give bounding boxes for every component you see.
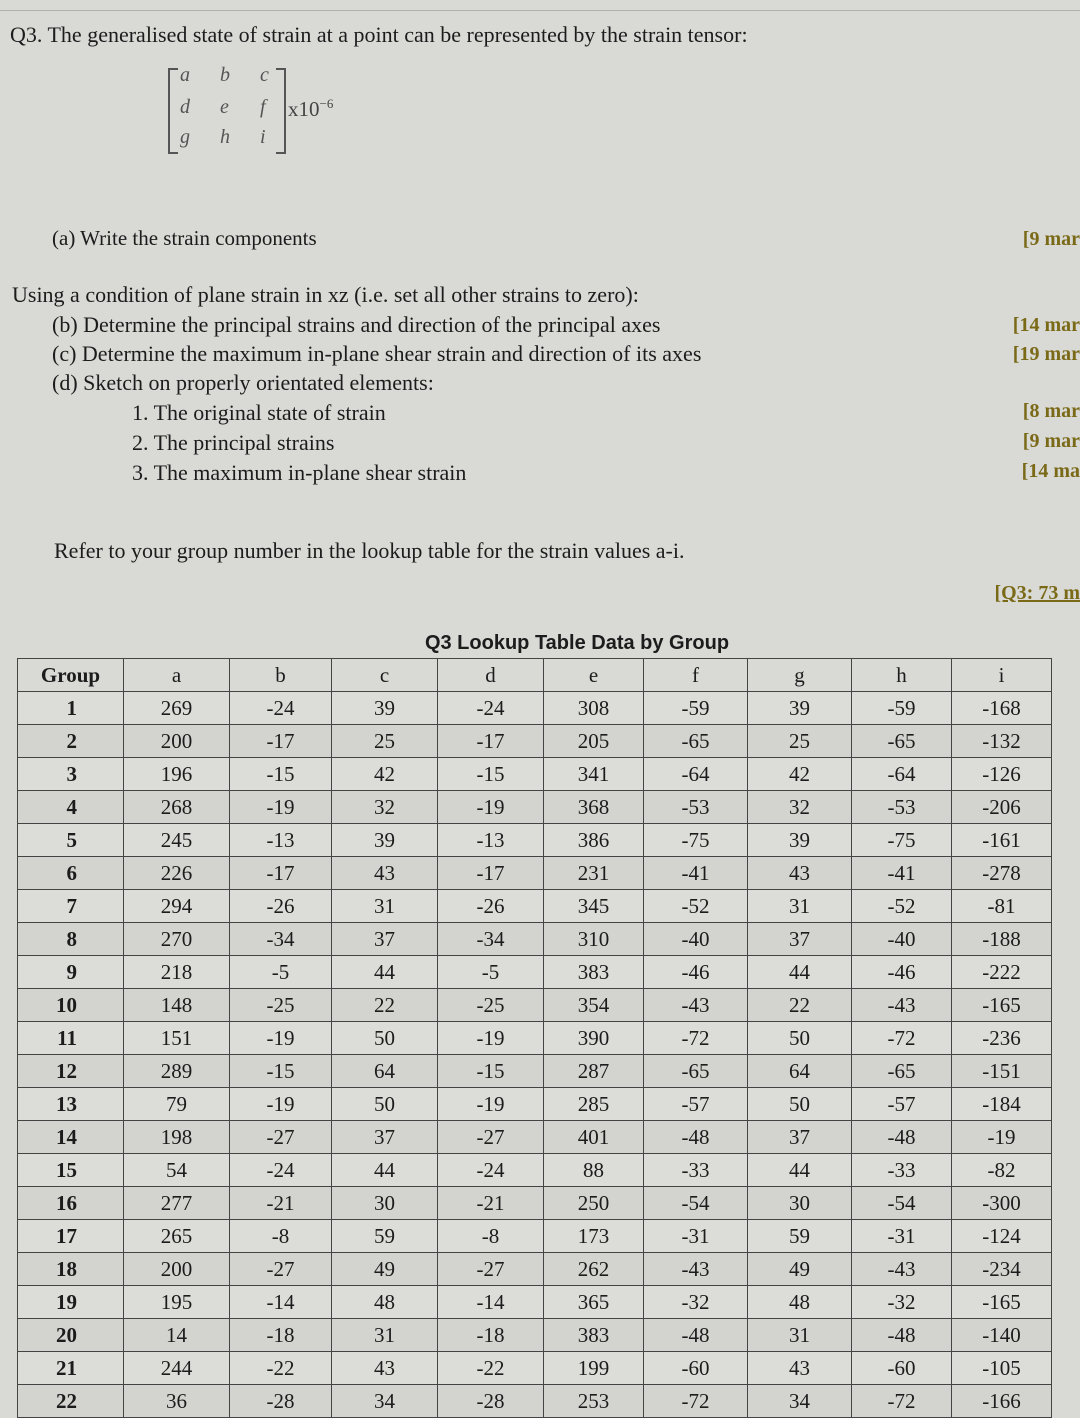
column-header-h: h (852, 659, 952, 692)
strain-value-cell: -126 (952, 758, 1052, 791)
strain-value-cell: 43 (748, 1352, 852, 1385)
strain-value-cell: -236 (952, 1022, 1052, 1055)
strain-value-cell: -25 (230, 989, 332, 1022)
strain-value-cell: -75 (852, 824, 952, 857)
strain-value-cell: -24 (230, 1154, 332, 1187)
multiplier-base: x10 (288, 97, 320, 121)
group-number-cell: 20 (18, 1319, 124, 1352)
lookup-table (17, 658, 1052, 1418)
strain-value-cell: 345 (544, 890, 644, 923)
table-row (18, 725, 1052, 758)
strain-value-cell: 44 (748, 956, 852, 989)
group-number-cell: 4 (18, 791, 124, 824)
matrix-left-bracket (168, 68, 178, 154)
strain-value-cell: -18 (438, 1319, 544, 1352)
strain-value-cell: -166 (952, 1385, 1052, 1418)
strain-value-cell: 22 (332, 989, 438, 1022)
table-row (18, 1022, 1052, 1055)
strain-value-cell: -151 (952, 1055, 1052, 1088)
strain-value-cell: 262 (544, 1253, 644, 1286)
strain-value-cell: 383 (544, 956, 644, 989)
sketch-item-1: 1. The original state of strain (132, 400, 386, 425)
strain-value-cell: 31 (748, 1319, 852, 1352)
strain-value-cell: 268 (124, 791, 230, 824)
strain-value-cell: -31 (644, 1220, 748, 1253)
strain-value-cell: 200 (124, 1253, 230, 1286)
strain-value-cell: 287 (544, 1055, 644, 1088)
strain-value-cell: 341 (544, 758, 644, 791)
strain-value-cell: -54 (644, 1187, 748, 1220)
part-b-text: (b) Determine the principal strains and direction of the principal axes (52, 312, 661, 337)
strain-value-cell: -105 (952, 1352, 1052, 1385)
strain-value-cell: 50 (332, 1022, 438, 1055)
strain-value-cell: -132 (952, 725, 1052, 758)
strain-value-cell: 49 (748, 1253, 852, 1286)
strain-value-cell: 383 (544, 1319, 644, 1352)
strain-value-cell: -59 (644, 692, 748, 725)
strain-value-cell: 88 (544, 1154, 644, 1187)
strain-value-cell: 294 (124, 890, 230, 923)
strain-value-cell: -168 (952, 692, 1052, 725)
strain-value-cell: -46 (644, 956, 748, 989)
strain-value-cell: -28 (230, 1385, 332, 1418)
plane-strain-intro: Using a condition of plane strain in xz (i.e. set all other strains to zero): (12, 282, 639, 307)
strain-value-cell: 37 (748, 923, 852, 956)
strain-value-cell: -15 (438, 758, 544, 791)
table-row (18, 1055, 1052, 1088)
group-number-cell: 9 (18, 956, 124, 989)
strain-value-cell: 22 (748, 989, 852, 1022)
strain-value-cell: 270 (124, 923, 230, 956)
sketch-item-2: 2. The principal strains (132, 430, 335, 455)
strain-value-cell: -59 (852, 692, 952, 725)
matrix-cell-i: i (260, 126, 266, 148)
strain-value-cell: 226 (124, 857, 230, 890)
strain-value-cell: 43 (748, 857, 852, 890)
table-row (18, 758, 1052, 791)
column-header-e: e (544, 659, 644, 692)
strain-value-cell: -72 (644, 1385, 748, 1418)
column-header-g: g (748, 659, 852, 692)
group-number-cell: 2 (18, 725, 124, 758)
table-row (18, 857, 1052, 890)
strain-value-cell: -26 (438, 890, 544, 923)
strain-value-cell: -15 (230, 758, 332, 791)
strain-value-cell: 34 (748, 1385, 852, 1418)
strain-value-cell: 250 (544, 1187, 644, 1220)
strain-value-cell: 277 (124, 1187, 230, 1220)
strain-value-cell: -140 (952, 1319, 1052, 1352)
question-title: Q3. The generalised state of strain at a point can be represented by the strain tensor: (10, 22, 748, 47)
strain-value-cell: 253 (544, 1385, 644, 1418)
strain-value-cell: 79 (124, 1088, 230, 1121)
strain-value-cell: -27 (438, 1121, 544, 1154)
table-row (18, 890, 1052, 923)
strain-value-cell: -19 (230, 1022, 332, 1055)
strain-value-cell: -19 (230, 1088, 332, 1121)
strain-value-cell: 37 (332, 923, 438, 956)
strain-value-cell: 39 (332, 692, 438, 725)
strain-value-cell: -184 (952, 1088, 1052, 1121)
strain-value-cell: 42 (748, 758, 852, 791)
strain-value-cell: -34 (230, 923, 332, 956)
group-number-cell: 5 (18, 824, 124, 857)
strain-value-cell: 25 (332, 725, 438, 758)
strain-value-cell: -52 (644, 890, 748, 923)
strain-value-cell: -234 (952, 1253, 1052, 1286)
strain-value-cell: -72 (852, 1385, 952, 1418)
column-header-group: Group (18, 659, 124, 692)
strain-value-cell: -28 (438, 1385, 544, 1418)
part-c-marks: [19 mar (1012, 343, 1080, 365)
strain-value-cell: -72 (852, 1022, 952, 1055)
group-number-cell: 10 (18, 989, 124, 1022)
strain-value-cell: -13 (230, 824, 332, 857)
strain-value-cell: -17 (438, 857, 544, 890)
strain-value-cell: 50 (748, 1022, 852, 1055)
strain-value-cell: 285 (544, 1088, 644, 1121)
table-row (18, 1253, 1052, 1286)
matrix-cell-e: e (220, 96, 229, 118)
strain-value-cell: 32 (748, 791, 852, 824)
strain-value-cell: 49 (332, 1253, 438, 1286)
strain-value-cell: 199 (544, 1352, 644, 1385)
strain-value-cell: 42 (332, 758, 438, 791)
table-row (18, 1088, 1052, 1121)
strain-value-cell: -165 (952, 1286, 1052, 1319)
strain-value-cell: -278 (952, 857, 1052, 890)
strain-value-cell: -25 (438, 989, 544, 1022)
strain-value-cell: 200 (124, 725, 230, 758)
strain-value-cell: -34 (438, 923, 544, 956)
strain-value-cell: 231 (544, 857, 644, 890)
strain-value-cell: -19 (230, 791, 332, 824)
strain-value-cell: -43 (644, 989, 748, 1022)
strain-value-cell: -300 (952, 1187, 1052, 1220)
strain-value-cell: 44 (332, 1154, 438, 1187)
strain-value-cell: -82 (952, 1154, 1052, 1187)
strain-value-cell: -48 (852, 1121, 952, 1154)
strain-value-cell: -222 (952, 956, 1052, 989)
strain-value-cell: 30 (748, 1187, 852, 1220)
strain-value-cell: -41 (644, 857, 748, 890)
group-number-cell: 7 (18, 890, 124, 923)
strain-value-cell: 39 (332, 824, 438, 857)
table-row (18, 1154, 1052, 1187)
table-row (18, 1220, 1052, 1253)
table-caption: Q3 Lookup Table Data by Group (424, 632, 730, 654)
column-header-f: f (644, 659, 748, 692)
strain-value-cell: -24 (438, 1154, 544, 1187)
strain-value-cell: -65 (852, 1055, 952, 1088)
strain-value-cell: -53 (852, 791, 952, 824)
strain-value-cell: -32 (644, 1286, 748, 1319)
strain-value-cell: -81 (952, 890, 1052, 923)
strain-value-cell: 64 (748, 1055, 852, 1088)
strain-value-cell: -33 (644, 1154, 748, 1187)
top-rule (0, 10, 1080, 11)
strain-value-cell: -64 (852, 758, 952, 791)
strain-value-cell: -32 (852, 1286, 952, 1319)
strain-value-cell: -15 (438, 1055, 544, 1088)
group-number-cell: 12 (18, 1055, 124, 1088)
sketch-item-3: 3. The maximum in-plane shear strain (132, 460, 467, 485)
strain-value-cell: 44 (748, 1154, 852, 1187)
group-number-cell: 3 (18, 758, 124, 791)
matrix-cell-c: c (260, 64, 269, 86)
multiplier-exponent: −6 (319, 96, 334, 111)
group-number-cell: 6 (18, 857, 124, 890)
strain-value-cell: 244 (124, 1352, 230, 1385)
strain-value-cell: -8 (230, 1220, 332, 1253)
strain-value-cell: 32 (332, 791, 438, 824)
strain-value-cell: -72 (644, 1022, 748, 1055)
strain-value-cell: -54 (852, 1187, 952, 1220)
table-row (18, 1121, 1052, 1154)
strain-value-cell: 31 (332, 890, 438, 923)
strain-value-cell: 39 (748, 692, 852, 725)
strain-value-cell: 43 (332, 857, 438, 890)
matrix-multiplier (288, 96, 333, 122)
matrix-cell-h: h (220, 126, 230, 148)
strain-value-cell: -21 (230, 1187, 332, 1220)
table-row (18, 923, 1052, 956)
strain-value-cell: 48 (332, 1286, 438, 1319)
strain-value-cell: -48 (852, 1319, 952, 1352)
group-number-cell: 19 (18, 1286, 124, 1319)
strain-value-cell: -26 (230, 890, 332, 923)
strain-value-cell: -27 (230, 1121, 332, 1154)
strain-value-cell: 50 (748, 1088, 852, 1121)
table-header-row (18, 659, 1052, 692)
part-b-marks: [14 mar (1012, 314, 1080, 336)
strain-value-cell: -14 (438, 1286, 544, 1319)
strain-value-cell: 25 (748, 725, 852, 758)
column-header-i: i (952, 659, 1052, 692)
strain-value-cell: 43 (332, 1352, 438, 1385)
table-body (18, 692, 1052, 1418)
column-header-a: a (124, 659, 230, 692)
group-number-cell: 11 (18, 1022, 124, 1055)
strain-value-cell: -43 (852, 989, 952, 1022)
group-number-cell: 22 (18, 1385, 124, 1418)
strain-value-cell: 196 (124, 758, 230, 791)
strain-value-cell: 195 (124, 1286, 230, 1319)
table-row (18, 1385, 1052, 1418)
group-number-cell: 18 (18, 1253, 124, 1286)
strain-value-cell: -19 (952, 1121, 1052, 1154)
strain-value-cell: 205 (544, 725, 644, 758)
table-row (18, 1352, 1052, 1385)
strain-value-cell: -43 (852, 1253, 952, 1286)
strain-value-cell: -48 (644, 1319, 748, 1352)
column-header-b: b (230, 659, 332, 692)
strain-value-cell: -206 (952, 791, 1052, 824)
strain-value-cell: 31 (332, 1319, 438, 1352)
strain-value-cell: -27 (438, 1253, 544, 1286)
strain-value-cell: -21 (438, 1187, 544, 1220)
sketch-item-1-marks: [8 mar (1022, 400, 1080, 422)
strain-value-cell: -19 (438, 1022, 544, 1055)
strain-value-cell: 173 (544, 1220, 644, 1253)
strain-value-cell: -124 (952, 1220, 1052, 1253)
strain-value-cell: 289 (124, 1055, 230, 1088)
strain-value-cell: -27 (230, 1253, 332, 1286)
strain-value-cell: -48 (644, 1121, 748, 1154)
strain-value-cell: -19 (438, 791, 544, 824)
strain-value-cell: -41 (852, 857, 952, 890)
strain-value-cell: -60 (644, 1352, 748, 1385)
column-header-d: d (438, 659, 544, 692)
group-number-cell: 15 (18, 1154, 124, 1187)
matrix-cell-g: g (180, 126, 190, 148)
strain-value-cell: -14 (230, 1286, 332, 1319)
strain-value-cell: -60 (852, 1352, 952, 1385)
strain-value-cell: 39 (748, 824, 852, 857)
strain-value-cell: -5 (230, 956, 332, 989)
matrix-cell-d: d (180, 96, 190, 118)
strain-value-cell: 386 (544, 824, 644, 857)
strain-value-cell: 148 (124, 989, 230, 1022)
group-number-cell: 17 (18, 1220, 124, 1253)
part-c-text: (c) Determine the maximum in-plane shear strain and direction of its axes (52, 341, 702, 366)
strain-value-cell: 59 (748, 1220, 852, 1253)
strain-value-cell: -13 (438, 824, 544, 857)
strain-tensor-matrix (168, 64, 292, 156)
column-header-c: c (332, 659, 438, 692)
strain-value-cell: 354 (544, 989, 644, 1022)
strain-value-cell: 368 (544, 791, 644, 824)
group-number-cell: 21 (18, 1352, 124, 1385)
strain-value-cell: -24 (438, 692, 544, 725)
strain-value-cell: -65 (644, 725, 748, 758)
strain-value-cell: -17 (438, 725, 544, 758)
strain-value-cell: -165 (952, 989, 1052, 1022)
table-row (18, 956, 1052, 989)
strain-value-cell: 151 (124, 1022, 230, 1055)
strain-value-cell: -64 (644, 758, 748, 791)
part-d-text: (d) Sketch on properly orientated elements: (52, 370, 434, 395)
strain-value-cell: 59 (332, 1220, 438, 1253)
strain-value-cell: -161 (952, 824, 1052, 857)
strain-value-cell: 390 (544, 1022, 644, 1055)
strain-value-cell: -65 (852, 725, 952, 758)
strain-value-cell: 44 (332, 956, 438, 989)
matrix-cell-a: a (180, 64, 190, 86)
strain-value-cell: -53 (644, 791, 748, 824)
strain-value-cell: -40 (852, 923, 952, 956)
strain-value-cell: 310 (544, 923, 644, 956)
table-row (18, 989, 1052, 1022)
strain-value-cell: 37 (748, 1121, 852, 1154)
matrix-right-bracket (276, 68, 286, 154)
strain-value-cell: 64 (332, 1055, 438, 1088)
strain-value-cell: 36 (124, 1385, 230, 1418)
strain-value-cell: -65 (644, 1055, 748, 1088)
strain-value-cell: -46 (852, 956, 952, 989)
strain-value-cell: -57 (644, 1088, 748, 1121)
table-row (18, 692, 1052, 725)
strain-value-cell: 30 (332, 1187, 438, 1220)
refer-instruction: Refer to your group number in the lookup table for the strain values a-i. (54, 538, 685, 563)
strain-value-cell: -40 (644, 923, 748, 956)
strain-value-cell: 48 (748, 1286, 852, 1319)
strain-value-cell: -15 (230, 1055, 332, 1088)
strain-value-cell: 269 (124, 692, 230, 725)
matrix-cell-b: b (220, 64, 230, 86)
strain-value-cell: -31 (852, 1220, 952, 1253)
strain-value-cell: 50 (332, 1088, 438, 1121)
strain-value-cell: -75 (644, 824, 748, 857)
part-a-text: (a) Write the strain components (52, 226, 317, 250)
group-number-cell: 13 (18, 1088, 124, 1121)
sketch-item-2-marks: [9 mar (1022, 430, 1080, 452)
strain-value-cell: 308 (544, 692, 644, 725)
strain-value-cell: 31 (748, 890, 852, 923)
part-a-marks: [9 mar (1022, 228, 1080, 250)
strain-value-cell: -8 (438, 1220, 544, 1253)
strain-value-cell: -19 (438, 1088, 544, 1121)
strain-value-cell: -57 (852, 1088, 952, 1121)
matrix-cell-f: f (260, 96, 266, 118)
total-marks: [Q3: 73 m (994, 582, 1080, 604)
strain-value-cell: -24 (230, 692, 332, 725)
strain-value-cell: -52 (852, 890, 952, 923)
strain-value-cell: 218 (124, 956, 230, 989)
strain-value-cell: -33 (852, 1154, 952, 1187)
strain-value-cell: 401 (544, 1121, 644, 1154)
strain-value-cell: -17 (230, 857, 332, 890)
strain-value-cell: -17 (230, 725, 332, 758)
group-number-cell: 14 (18, 1121, 124, 1154)
group-number-cell: 1 (18, 692, 124, 725)
strain-value-cell: 14 (124, 1319, 230, 1352)
table-row (18, 1187, 1052, 1220)
table-row (18, 1286, 1052, 1319)
strain-value-cell: 198 (124, 1121, 230, 1154)
group-number-cell: 8 (18, 923, 124, 956)
group-number-cell: 16 (18, 1187, 124, 1220)
strain-value-cell: 245 (124, 824, 230, 857)
strain-value-cell: 365 (544, 1286, 644, 1319)
strain-value-cell: 54 (124, 1154, 230, 1187)
strain-value-cell: 34 (332, 1385, 438, 1418)
strain-value-cell: -43 (644, 1253, 748, 1286)
strain-value-cell: -22 (230, 1352, 332, 1385)
strain-value-cell: 37 (332, 1121, 438, 1154)
table-row (18, 791, 1052, 824)
table-row (18, 1319, 1052, 1352)
strain-value-cell: 265 (124, 1220, 230, 1253)
strain-value-cell: -188 (952, 923, 1052, 956)
table-row (18, 824, 1052, 857)
strain-value-cell: -18 (230, 1319, 332, 1352)
strain-value-cell: -5 (438, 956, 544, 989)
sketch-item-3-marks: [14 ma (1021, 460, 1080, 482)
strain-value-cell: -22 (438, 1352, 544, 1385)
